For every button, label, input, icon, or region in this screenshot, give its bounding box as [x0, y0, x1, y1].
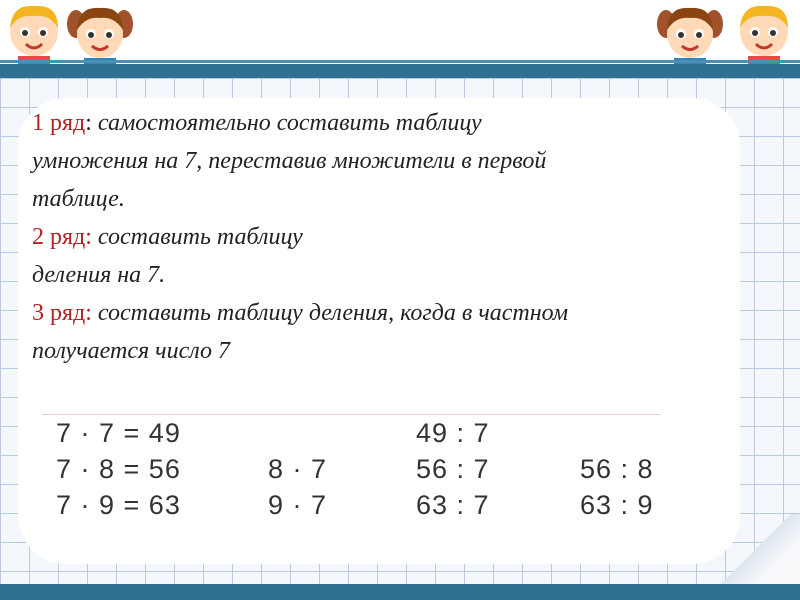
expression: 56 : 7 [416, 454, 490, 484]
row3-text2: получается число 7 [32, 338, 230, 364]
girl-icon [656, 0, 724, 64]
row2-text2: деления на 7. [32, 262, 166, 288]
expression: 63 : 9 [580, 490, 654, 520]
row1-text1: самостоятельно составить таблицу [91, 110, 482, 136]
equation: 7 · 9 = 63 [56, 490, 181, 520]
row2-label: 2 ряд [32, 224, 86, 250]
row3-label: 3 ряд [32, 300, 86, 326]
row1-text2: умножения на 7, переставив множители в первой [32, 148, 547, 174]
equation: 7 · 8 = 56 [56, 454, 181, 484]
row3-text1: составить таблицу деления, когда в частном [91, 300, 569, 326]
expression: 9 · 7 [268, 490, 328, 520]
expression: 8 · 7 [268, 454, 328, 484]
expression: 63 : 7 [416, 490, 490, 520]
expression: 56 : 8 [580, 454, 654, 484]
boy-icon [734, 0, 794, 64]
bottom-bar [0, 584, 800, 600]
row1-line1 [32, 104, 742, 142]
expression: 49 : 7 [416, 418, 490, 448]
row3-colon: : [85, 300, 92, 326]
row2-line1 [32, 218, 742, 256]
equation: 7 · 7 = 49 [56, 418, 181, 448]
row2-text1: составить таблицу [91, 224, 303, 250]
task-text [32, 104, 742, 370]
top-bar-line [0, 60, 800, 63]
row1-text3: таблице. [32, 186, 125, 212]
row3-line1 [32, 294, 742, 332]
row1-colon: : [85, 110, 92, 136]
girl-icon [66, 0, 134, 64]
row2-colon: : [85, 224, 92, 250]
boy-icon [4, 0, 64, 64]
top-bar [0, 64, 800, 78]
row1-label: 1 ряд [32, 110, 86, 136]
